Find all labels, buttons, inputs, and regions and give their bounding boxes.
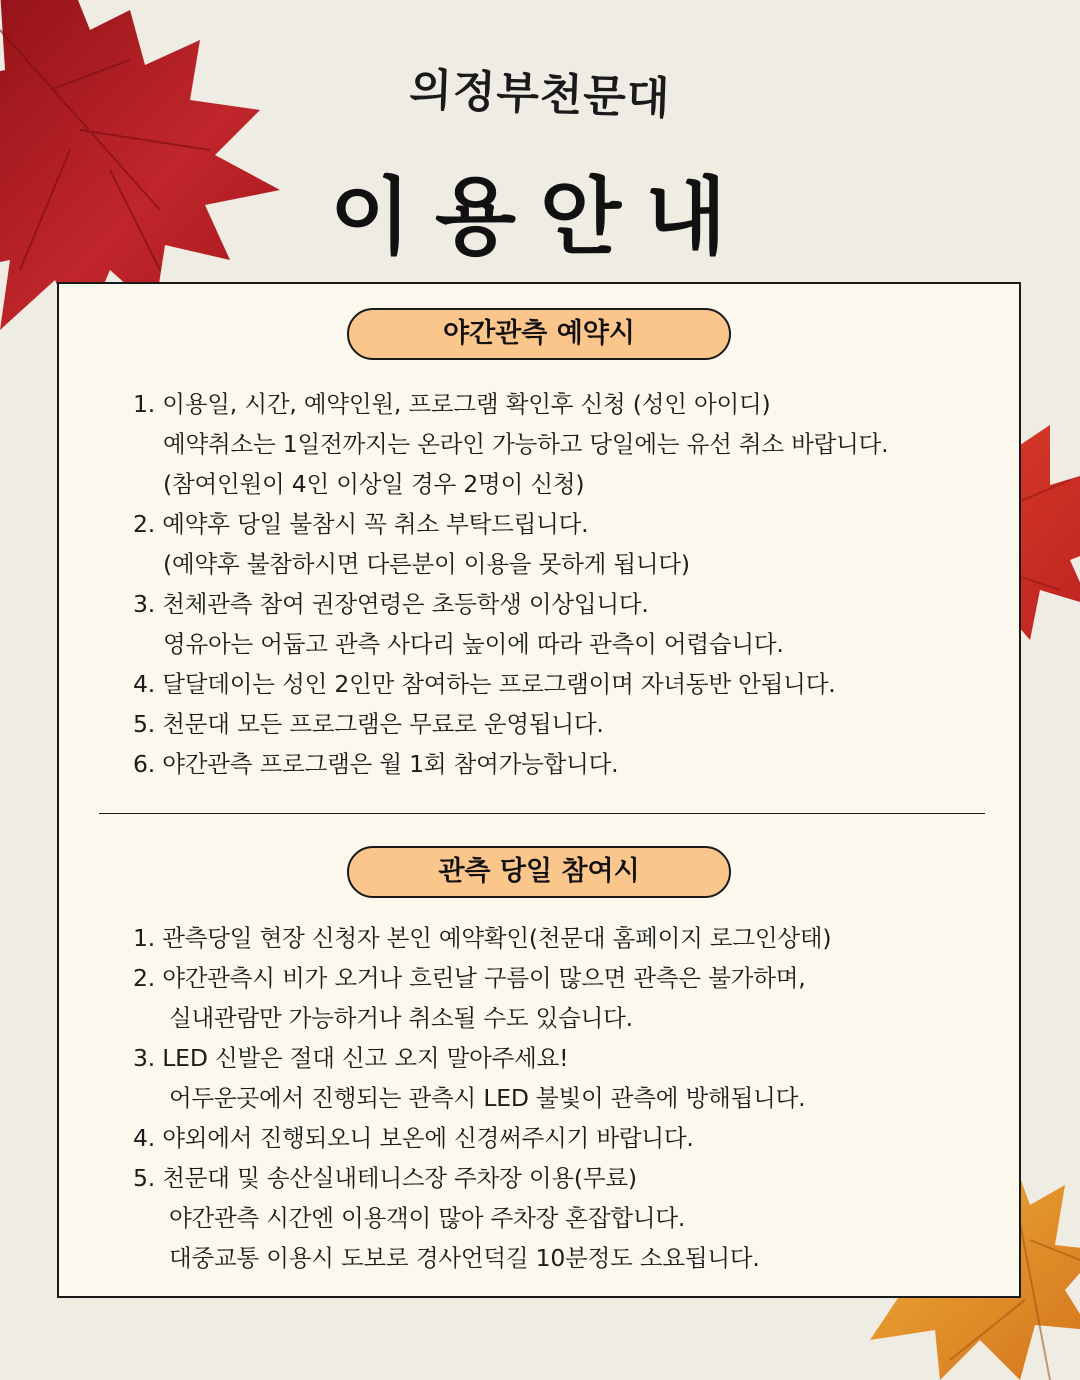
- list-item: 3. LED 신발은 절대 신고 오지 말아주세요!: [133, 1044, 569, 1072]
- same-day-list: [133, 918, 831, 1278]
- list-item: 4. 달달데이는 성인 2인만 참여하는 프로그램이며 자녀동반 안됩니다.: [133, 670, 836, 698]
- list-item: (예약후 불참하시면 다른분이 이용을 못하게 됩니다): [163, 550, 690, 578]
- reservation-list: [133, 384, 888, 784]
- section-divider: [99, 813, 985, 814]
- list-item: 예약취소는 1일전까지는 온라인 가능하고 당일에는 유선 취소 바랍니다.: [163, 430, 889, 458]
- list-item: 4. 야외에서 진행되오니 보온에 신경써주시기 바랍니다.: [133, 1124, 694, 1152]
- list-item: 2. 예약후 당일 불참시 꼭 취소 부탁드립니다.: [133, 510, 589, 538]
- list-item: 1. 이용일, 시간, 예약인원, 프로그램 확인후 신청 (성인 아이디): [133, 390, 771, 418]
- list-item: 야간관측 시간엔 이용객이 많아 주차장 혼잡합니다.: [169, 1204, 686, 1232]
- list-item: 실내관람만 가능하거나 취소될 수도 있습니다.: [169, 1004, 633, 1032]
- brand-title: 의정부천문대: [408, 64, 672, 125]
- list-item: 대중교통 이용시 도보로 경사언덕길 10분정도 소요됩니다.: [169, 1244, 760, 1272]
- list-item: 영유아는 어둡고 관측 사다리 높이에 따라 관측이 어렵습니다.: [163, 630, 784, 658]
- section-heading-same-day: 관측 당일 참여시: [347, 846, 731, 898]
- section-heading-reservation: 야간관측 예약시: [347, 308, 731, 360]
- list-item: 어두운곳에서 진행되는 관측시 LED 불빛이 관측에 방해됩니다.: [169, 1084, 806, 1112]
- list-item: 5. 천문대 모든 프로그램은 무료로 운영됩니다.: [133, 710, 604, 738]
- list-item: 1. 관측당일 현장 신청자 본인 예약확인(천문대 홈페이지 로그인상태): [133, 924, 832, 952]
- list-item: 5. 천문대 및 송산실내테니스장 주차장 이용(무료): [133, 1164, 637, 1192]
- list-item: 2. 야간관측시 비가 오거나 흐린날 구름이 많으면 관측은 불가하며,: [133, 964, 806, 992]
- list-item: 6. 야간관측 프로그램은 월 1회 참여가능합니다.: [133, 750, 619, 778]
- list-item: (참여인원이 4인 이상일 경우 2명이 신청): [163, 470, 585, 498]
- page-title: 이용안내: [329, 168, 751, 266]
- list-item: 3. 천체관측 참여 권장연령은 초등학생 이상입니다.: [133, 590, 649, 618]
- info-panel: [57, 282, 1021, 1298]
